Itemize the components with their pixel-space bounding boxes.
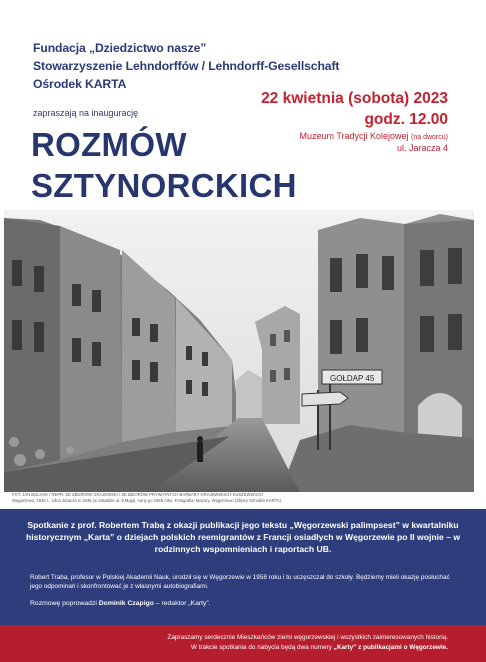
venue-note: (na dworcu) [411,134,448,141]
organizer-stowarzyszenie: Stowarzyszenie Lehndorffów / Lehndorff-Gesellschaft [33,59,340,73]
event-time: godz. 12.00 [364,111,448,128]
street-photo-illustration [0,210,486,492]
photo-credit-line-1: FOT. JAN BULHAK / REPR. ZE ZBIORÓW GRAJEWSKI / ZE ZBIORÓW PRYWATNYCH BARBARY GRAJEWSKICH-KUSZEWSKICH [12,492,264,497]
event-title-line-2: SZTYNORCKICH [31,167,297,204]
moderator-prefix: Rozmowę poprowadzi [30,600,99,607]
lead-middle: z okazji publikacji jego tekstu [164,520,290,530]
moderator-line [30,599,460,609]
book-title: „Węgorzewski palimpsest” [289,520,400,530]
speaker-bio: Robert Traba, profesor w Polskiej Akademii Nauk, urodził się w Węgorzewie w 1958 roku i tu uczęszczał do szkoły. Będziemy mieli okazję posłuchać jego odpominań i skonfrontować je z własnymi autobiografiami. [30,574,450,590]
event-venue [299,131,448,141]
footer-line-2 [18,643,448,653]
description-panel [0,509,486,625]
event-date: 22 kwietnia (sobota) 2023 [261,90,448,107]
venue-name: Muzeum Tradycji Kolejowej [299,131,409,141]
lead-rest: w kwartalniku historycznym „Karta” o dziejach polskich reemigrantów z Francji osiadłych w Węgorzewie po II wojnie – w rodzinnych wspomnieniach i raportach UB. [25,520,461,554]
photo-credit [12,492,474,503]
lead-prefix: Spotkanie z [27,520,78,530]
moderator-name: Dominik Czapigo [98,600,154,607]
speaker-name: prof. Robertem Trabą [77,520,165,530]
organizer-fundacja: Fundacja „Dziedzictwo nasze” [33,41,207,55]
footer-line-2-bold: „Karty” z publikacjami o Węgorzewie. [333,644,448,651]
photo-credit-line-2: Węgorzewo, 1945 r., Ulica Jaracza w 1945 (w zasadzie ul. 9 Maja), ruiny po 1945 roku. Fotografia: Mazury, Węgorzewo (Zbiory Ośrodka KARTA) [12,497,282,503]
event-title-line-1: ROZMÓW [31,126,187,163]
street-sign-text: GOŁDAP 45 [330,374,375,383]
historical-street-photo [0,210,486,492]
footer-line-1: Zapraszamy serdecznie Mieszkańców ziemi węgorzewskiej i wszystkich zainteresowanych historią. [167,634,448,641]
footer-line-2-prefix: W trakcie spotkania do nabycia będą dwa numery [190,644,334,651]
invite-text: zapraszają na inaugurację [33,108,139,118]
event-address: ul. Jaracza 4 [396,143,448,153]
footer-panel [0,625,486,662]
footer-text [18,633,448,653]
organizer-karta: Ośrodek KARTA [33,77,127,91]
moderator-suffix: – redaktor „Karty”. [153,600,211,607]
lead-paragraph [14,519,472,555]
